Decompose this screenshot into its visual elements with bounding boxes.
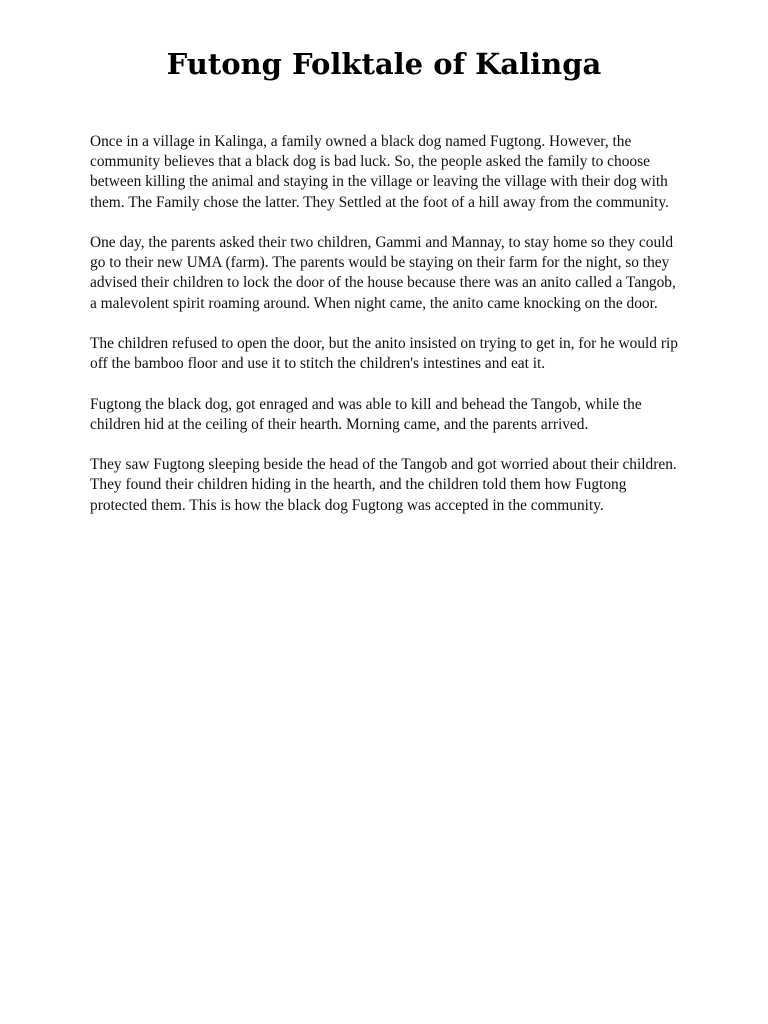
paragraph-5: They saw Fugtong sleeping beside the head of the Tangob and got worried about their children. They found their children hiding in the hearth, and the children told them how Fugtong protected them. This is how the black dog Fugtong was accepted in the community. bbox=[90, 456, 677, 514]
paragraph-4: Fugtong the black dog, got enraged and was able to kill and behead the Tangob, while the children hid at the ceiling of their hearth. Morning came, and the parents arrived. bbox=[90, 395, 642, 433]
paragraph-3: The children refused to open the door, but the anito insisted on trying to get in, for he would rip off the bamboo floor and use it to stitch the children's intestines and eat it. bbox=[90, 335, 678, 373]
paragraph-2: One day, the parents asked their two children, Gammi and Mannay, to stay home so they could go to their new UMA (farm). The parents would be staying on their farm for the night, so they advised their children to lock the door of the house because there was an anito called a Tangob, a malevolent spirit roaming around. When night came, the anito came knocking on the door. bbox=[90, 234, 676, 312]
paragraph-1: Once in a village in Kalinga, a family owned a black dog named Fugtong. However, the community believes that a black dog is bad luck. So, the people asked the family to choose between killing the animal and staying in the village or leaving the village with their dog with them. The Family chose the latter. They Settled at the foot of a hill away from the community. bbox=[90, 133, 669, 211]
document-body bbox=[90, 132, 682, 536]
document-title: Futong Folktale of Kalinga bbox=[166, 47, 602, 81]
